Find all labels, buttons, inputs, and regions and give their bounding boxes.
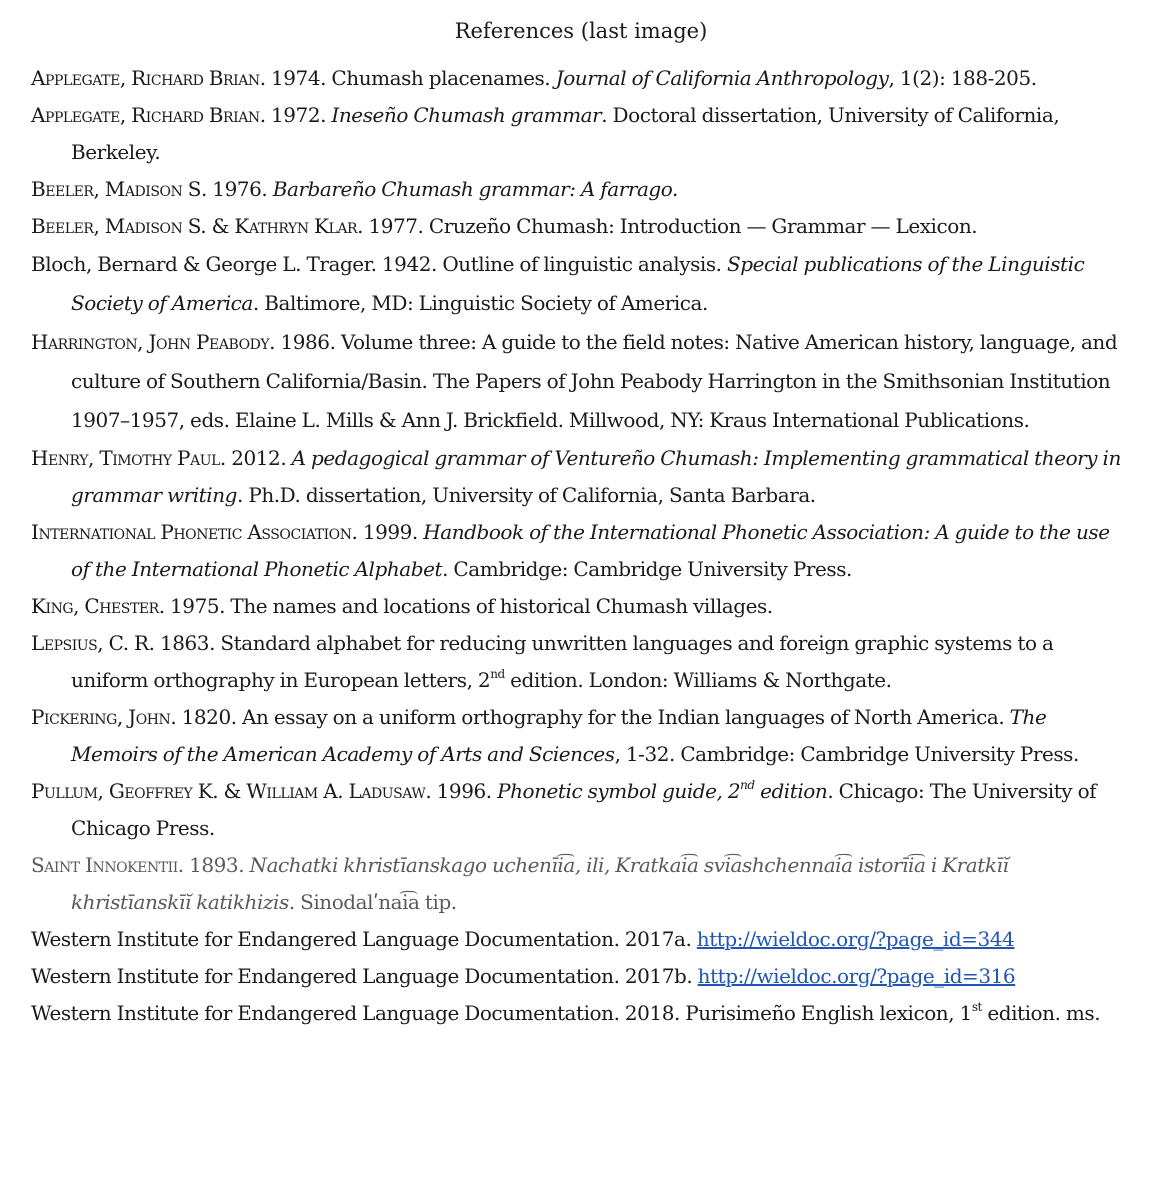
ref-text: . 1976. [200,177,273,201]
ref-text: . 1999. [351,520,424,544]
reference-entry [31,588,1131,625]
ref-text: . Doctoral dissertation, University of California, Berkeley. [71,103,1060,164]
reference-entry [31,208,1131,245]
ref-italic: Special publications of the Linguistic Society of America [71,252,1085,315]
reference-entry [31,625,1131,699]
ref-author: Pullum, Geoffrey K. & William A. Ladusaw [31,779,426,803]
ref-text: . 1893. [177,853,250,877]
ref-italic: Phonetic symbol guide, 2 [497,779,741,803]
reference-entry [31,171,1131,208]
ref-italic: Handbook of the International Phonetic Association: A guide to the use of the International Phonetic Alphabet [71,520,1110,581]
ref-text: . 1986. Volume three: A guide to the field notes: Native American history, language, and culture of Southern California/Basin. The Papers of John Peabody Harrington in the Smithsonian Institution 1907–1957, eds. Elaine L. Mills & Ann J. Brickfield. Millwood, NY: Kraus International Publications. [71,330,1118,432]
ref-text: . 1974. Chumash placenames. [259,66,556,90]
ref-author: Applegate, Richard Brian [31,103,260,127]
reference-entry [31,699,1131,773]
ref-italic: edition [754,779,828,803]
reference-entry [31,60,1131,97]
ref-text: . Cambridge: Cambridge University Press. [442,557,852,581]
reference-entry [31,958,1131,995]
ref-italic: Journal of California Anthropology [555,66,889,90]
ref-author: Harrington, John Peabody [31,330,270,354]
reference-entry [31,773,1131,847]
ref-italic: Nachatki khristīanskago uchenīi͡a, ili, Kratkai͡a svi͡ashchennai͡a istorīi͡a i Kratkīĭ khristīanskīĭ katikhizis [71,853,1009,914]
ref-text: Bloch, Bernard & George L. Trager. 1942. Outline of linguistic analysis. [31,252,727,276]
ref-text: edition. London: Williams & Northgate. [504,668,892,692]
ref-text: , 1-32. Cambridge: Cambridge University Press. [614,742,1079,766]
ref-link[interactable]: http://wieldoc.org/?page_id=316 [697,964,1016,988]
reference-entry [31,97,1131,171]
reference-entry [31,921,1131,958]
ref-text: . [672,177,678,201]
ref-text: . 1972. [259,103,332,127]
ref-author: Pickering, John [31,705,171,729]
ref-text: . 1975. The names and locations of historical Chumash villages. [158,594,773,618]
ref-text: . Baltimore, MD: Linguistic Society of America. [252,291,708,315]
ref-italic: The Memoirs of the American Academy of Arts and Sciences [71,705,1047,766]
ref-italic: A pedagogical grammar of Ventureño Chumash: Implementing grammatical theory in grammar writing [71,446,1121,507]
ref-text: edition. ms. [981,1001,1101,1025]
ref-text: . 1820. An essay on a uniform orthography for the Indian languages of North America. [170,705,1010,729]
ref-superscript: nd [490,667,505,681]
ref-text: Western Institute for Endangered Language Documentation. 2017b. [31,964,698,988]
ref-text: . Ph.D. dissertation, University of California, Santa Barbara. [237,483,816,507]
ref-superscript: nd [740,778,755,792]
ref-author: King, Chester [31,594,159,618]
page-title: References (last image) [454,19,708,43]
ref-author: International Phonetic Association [31,520,352,544]
reference-entry [31,847,1131,921]
ref-author: Henry, Timothy Paul [31,446,220,470]
ref-author: Beeler, Madison S [31,177,201,201]
ref-superscript: st [971,1000,982,1014]
ref-italic: Ineseño Chumash grammar [331,103,602,127]
ref-text: . Chicago: The University of Chicago Press. [71,779,1097,840]
ref-text: Western Institute for Endangered Language Documentation. 2017a. [31,927,697,951]
ref-text: . 1996. [425,779,498,803]
reference-entry [31,514,1131,588]
ref-text: . 2012. [219,446,292,470]
reference-entry [31,245,1131,323]
reference-list [0,60,1131,1032]
ref-author: Applegate, Richard Brian [31,66,260,90]
reference-entry [31,995,1131,1032]
reference-entry [31,440,1131,514]
ref-author: Saint Innokentii [31,853,178,877]
ref-text: . 1977. Cruzeño Chumash: Introduction — Grammar — Lexicon. [357,214,978,238]
ref-link[interactable]: http://wieldoc.org/?page_id=344 [696,927,1015,951]
ref-author: Lepsius, C. R [31,631,149,655]
ref-text: , 1(2): 188-205. [888,66,1037,90]
ref-text: . Sinodalʹnai͡a tip. [288,890,457,914]
ref-text: . 1863. Standard alphabet for reducing unwritten languages and foreign graphic systems to a uniform orthography in European letters, 2 [71,631,1054,692]
ref-author: Beeler, Madison S. & Kathryn Klar [31,214,358,238]
reference-entry [31,323,1131,440]
ref-italic: Barbareño Chumash grammar: A farrago [272,177,673,201]
ref-text: Western Institute for Endangered Language Documentation. 2018. Purisimeño English lexicon, 1 [31,1001,972,1025]
